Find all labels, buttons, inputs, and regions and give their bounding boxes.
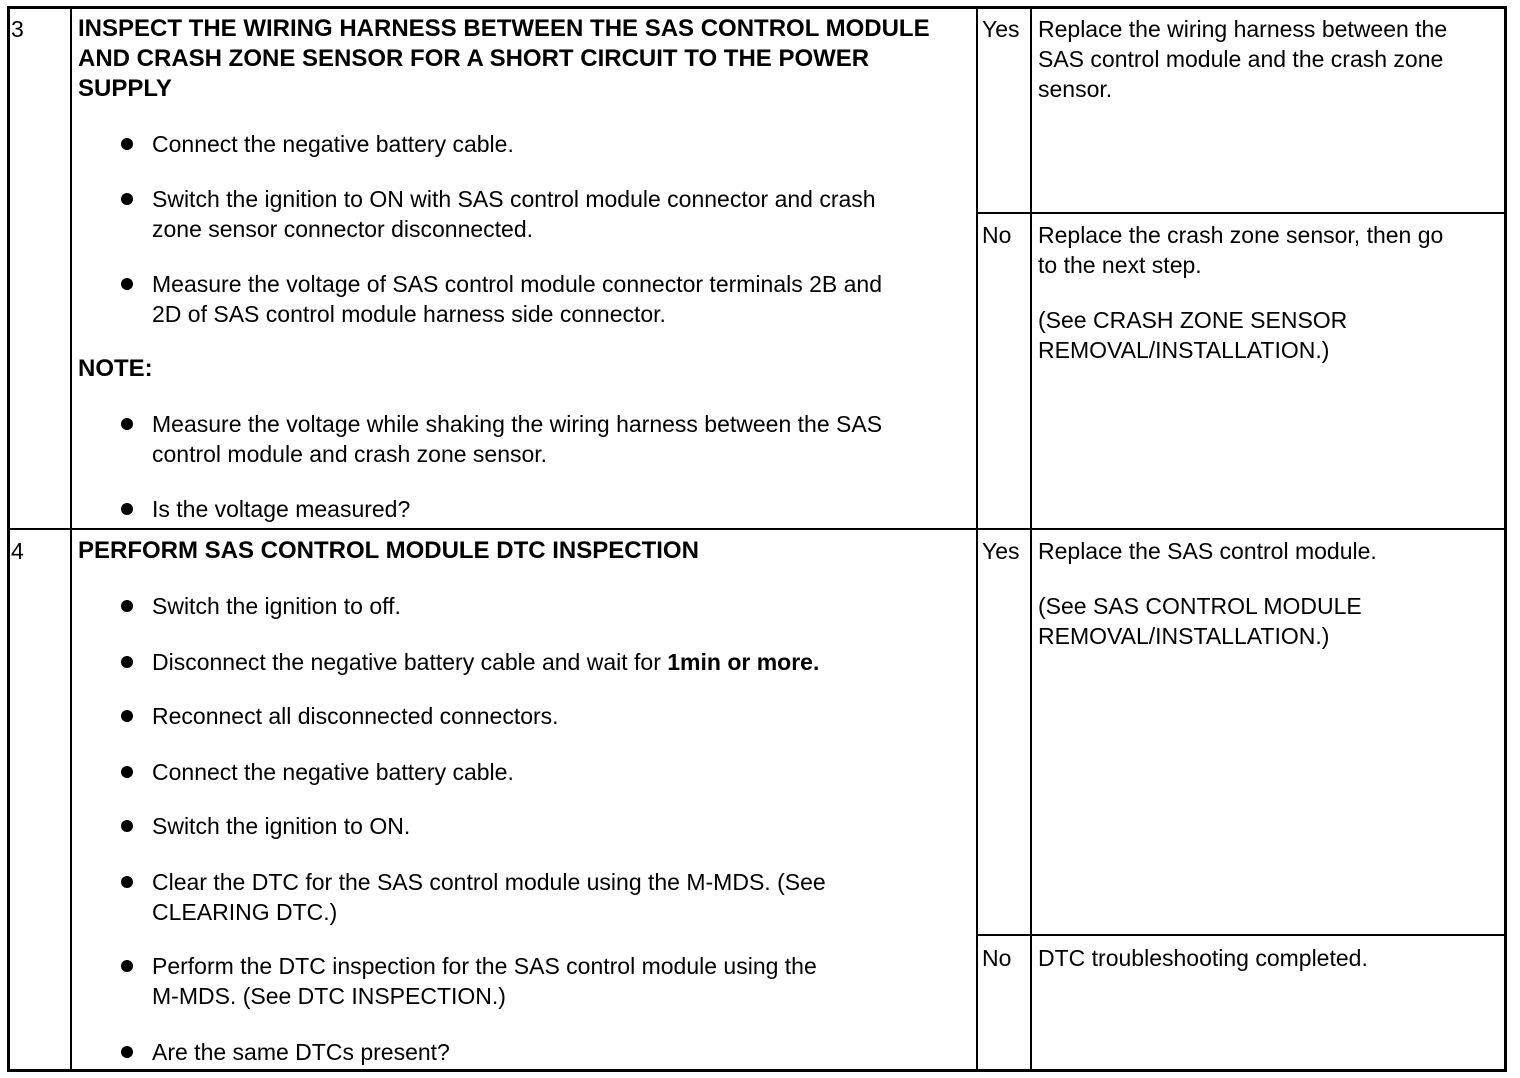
- reference-text: (See SAS CONTROL MODULE: [1038, 593, 1362, 619]
- instruction-text: Switch the ignition to off.: [152, 593, 401, 619]
- step-title-line: INSPECT THE WIRING HARNESS BETWEEN THE SAS CONTROL MODULE: [78, 15, 930, 42]
- col-divider-step: [70, 6, 72, 1072]
- col-divider-action: [976, 6, 978, 1072]
- no-action-text: Replace the crash zone sensor, then go: [1038, 222, 1444, 248]
- wait-time-emphasis: 1min or more.: [667, 649, 820, 675]
- bullet-icon: [121, 820, 133, 832]
- instruction-text: Switch the ignition to ON with SAS control module connector and crash: [152, 186, 876, 212]
- instruction-text: Measure the voltage while shaking the wiring harness between the SAS: [152, 411, 883, 437]
- instruction-text-part: Disconnect the negative battery cable and wait for: [152, 649, 668, 675]
- instruction-text: Reconnect all disconnected connectors.: [152, 703, 559, 729]
- yes-action-text: Replace the wiring harness between the: [1038, 16, 1448, 42]
- bullet-icon: [121, 766, 133, 778]
- step-title-line: PERFORM SAS CONTROL MODULE DTC INSPECTION: [78, 537, 699, 564]
- instruction-text: [152, 647, 819, 677]
- reference-text: (See CRASH ZONE SENSOR: [1038, 307, 1348, 333]
- step-title-line: SUPPLY: [78, 75, 172, 102]
- instruction-text: Is the voltage measured?: [152, 496, 411, 522]
- instruction-text: Perform the DTC inspection for the SAS control module using the: [152, 953, 817, 979]
- yes-label: Yes: [982, 538, 1020, 564]
- instruction-text: 2D of SAS control module harness side connector.: [152, 301, 666, 327]
- row4-yes-no-divider: [976, 934, 1507, 936]
- bullet-icon: [121, 656, 133, 668]
- instruction-text: control module and crash zone sensor.: [152, 441, 548, 467]
- no-action-text: DTC troubleshooting completed.: [1038, 945, 1368, 971]
- instruction-text: Switch the ignition to ON.: [152, 813, 411, 839]
- step-number: 3: [11, 16, 24, 42]
- instruction-text: M-MDS. (See DTC INSPECTION.): [152, 983, 506, 1009]
- bullet-icon: [121, 600, 133, 612]
- note-label: NOTE:: [78, 355, 153, 382]
- instruction-text: zone sensor connector disconnected.: [152, 216, 534, 242]
- bullet-icon: [121, 278, 133, 290]
- row-divider: [7, 528, 1507, 530]
- bullet-icon: [121, 1046, 133, 1058]
- yes-action-text: sensor.: [1038, 76, 1113, 102]
- bullet-icon: [121, 503, 133, 515]
- instruction-text: Connect the negative battery cable.: [152, 759, 514, 785]
- yes-action-text: Replace the SAS control module.: [1038, 538, 1377, 564]
- bullet-icon: [121, 710, 133, 722]
- yes-label: Yes: [982, 16, 1020, 42]
- bullet-icon: [121, 960, 133, 972]
- bullet-icon: [121, 876, 133, 888]
- col-divider-result: [1030, 6, 1032, 1072]
- bullet-icon: [121, 418, 133, 430]
- reference-text: REMOVAL/INSTALLATION.): [1038, 337, 1330, 363]
- instruction-text: Connect the negative battery cable.: [152, 131, 514, 157]
- bullet-icon: [121, 193, 133, 205]
- step-number: 4: [11, 538, 24, 564]
- bullet-icon: [121, 138, 133, 150]
- row3-yes-no-divider: [976, 212, 1507, 214]
- reference-text: REMOVAL/INSTALLATION.): [1038, 623, 1330, 649]
- instruction-text: Measure the voltage of SAS control module connector terminals 2B and: [152, 271, 883, 297]
- instruction-text: CLEARING DTC.): [152, 899, 338, 925]
- instruction-text: Clear the DTC for the SAS control module using the M-MDS. (See: [152, 869, 826, 895]
- instruction-text: Are the same DTCs present?: [152, 1039, 450, 1065]
- no-label: No: [982, 222, 1012, 248]
- no-action-text: to the next step.: [1038, 252, 1202, 278]
- no-label: No: [982, 945, 1012, 971]
- yes-action-text: SAS control module and the crash zone: [1038, 46, 1444, 72]
- step-title-line: AND CRASH ZONE SENSOR FOR A SHORT CIRCUIT TO THE POWER: [78, 45, 870, 72]
